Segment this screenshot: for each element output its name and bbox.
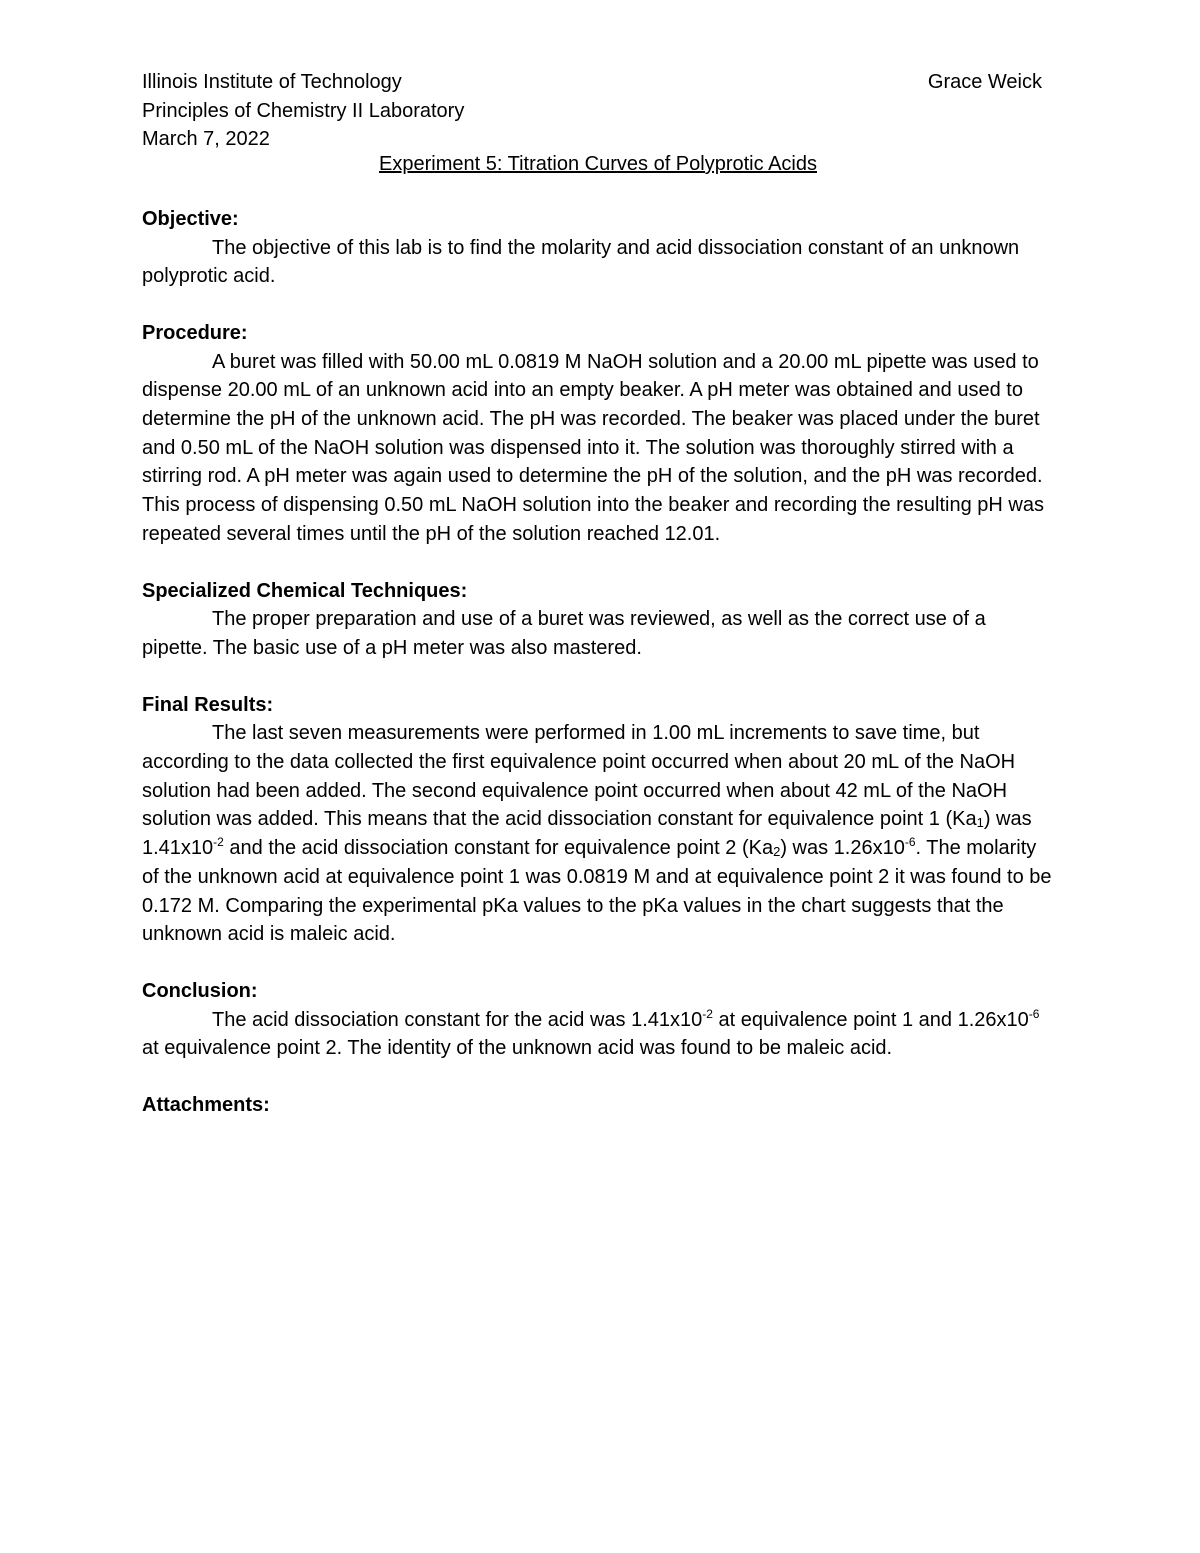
- results-exponent: -6: [904, 835, 916, 850]
- techniques-text: The proper preparation and use of a buret was reviewed, as well as the correct use of a pipette. The basic use of a pH meter was also mastered.: [142, 608, 986, 659]
- results-text-part: . The molarity of the unknown acid at equivalence point 1 was 0.0819 M and at equivalence point 2 it was found to be 0.172 M. Comparing the experimental pKa values to the pKa values in the chart suggests that the unknown acid is maleic acid.: [142, 837, 1052, 946]
- header-row: [142, 68, 1042, 97]
- conclusion-exponent: -6: [1028, 1006, 1040, 1021]
- objective-text: The objective of this lab is to find the molarity and acid dissociation constant of an unknown polyprotic acid.: [142, 236, 1020, 288]
- procedure-text: A buret was filled with 50.00 mL 0.0819 M NaOH solution and a 20.00 mL pipette was used to dispense 20.00 mL of an unknown acid into an empty beaker. A pH meter was obtained and used to determine the pH of the unknown acid. The pH was recorded. The beaker was placed under the buret and 0.50 mL of the NaOH solution was dispensed into it. The solution was thoroughly stirred with a stirring rod. A pH meter was again used to determine the pH of the solution, and the pH was recorded. This process of dispensing 0.50 mL NaOH solution into the beaker and recording the resulting pH was repeated several times until the pH of the solution reached 12.01.: [142, 350, 1044, 545]
- conclusion-heading: Conclusion:: [142, 979, 258, 1002]
- conclusion-text-part: at equivalence point 2. The identity of the unknown acid was found to be maleic acid.: [142, 1037, 893, 1060]
- conclusion-text-part: The acid dissociation constant for the acid was 1.41x10: [212, 1008, 703, 1031]
- document-page: [142, 68, 1054, 1120]
- results-text-part: ) was 1.41x10: [142, 808, 1032, 860]
- results-subscript: 2: [773, 844, 781, 860]
- conclusion-text: [142, 1006, 1054, 1063]
- institution: Illinois Institute of Technology: [142, 71, 402, 93]
- results-text: [142, 719, 1054, 949]
- results-text-part: The last seven measurements were performed in 1.00 mL increments to save time, but according to the data collected the first equivalence point occurred when about 20 mL of the NaOH solution had been added. The second equivalence point occurred when about 42 mL of the NaOH solution was added. This means that the acid dissociation constant for equivalence point 1 (Ka: [142, 722, 1016, 831]
- attachments-heading: Attachments:: [142, 1094, 270, 1117]
- procedure-heading: Procedure:: [142, 321, 248, 344]
- conclusion-exponent: -2: [702, 1006, 713, 1021]
- results-text-part: and the acid dissociation constant for equivalence point 2 (Ka: [223, 837, 774, 860]
- report-title: Experiment 5: Titration Curves of Polyprotic Acids: [379, 153, 817, 176]
- conclusion-text-part: at equivalence point 1 and 1.26x10: [712, 1008, 1029, 1031]
- results-heading: Final Results:: [142, 693, 274, 716]
- results-text-part: ) was 1.26x10: [780, 837, 905, 860]
- report-date: March 7, 2022: [142, 128, 270, 151]
- results-subscript: 1: [976, 815, 984, 831]
- results-exponent: -2: [213, 835, 224, 850]
- objective-heading: Objective:: [142, 207, 239, 230]
- author-name: Grace Weick: [927, 71, 1042, 93]
- course-name: Principles of Chemistry II Laboratory: [142, 99, 465, 122]
- techniques-heading: Specialized Chemical Techniques:: [142, 579, 468, 602]
